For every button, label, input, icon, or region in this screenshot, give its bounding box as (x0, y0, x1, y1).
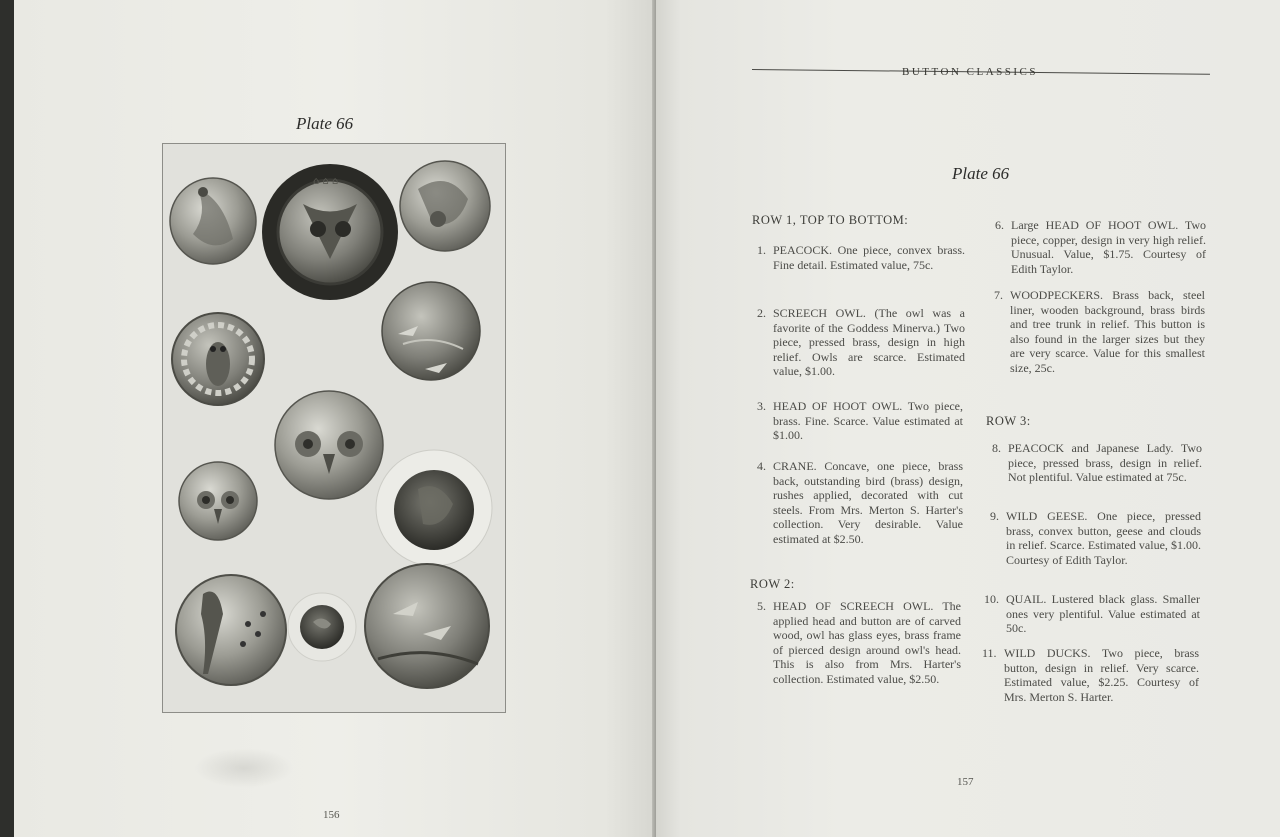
entry-1: 1. PEACOCK. One piece, convex brass. Fine detail. Estimated value, 75c. (757, 243, 965, 272)
plate-photograph (162, 143, 506, 713)
button-owl-wreath (172, 313, 264, 405)
plate-title-right: Plate 66 (952, 164, 1010, 183)
page-number-right: 157 (957, 776, 974, 788)
entry-4: 4. CRANE. Concave, one piece, brass back, outstanding bird (brass) design, rushes applied, decorated with cut steels. From Mrs. Merton S. Harter's collection. Very desirable. Value estimated at $2.50. (757, 459, 963, 546)
buttons-plate-image (163, 144, 505, 712)
page-smudge (194, 748, 294, 788)
row-3-heading: ROW 3: (986, 414, 1031, 428)
button-woodpeckers (376, 450, 492, 566)
right-page (656, 0, 1280, 837)
entry-2: 2. SCREECH OWL. (The owl was a favorite of the Goddess Minerva.) Two piece, pressed brass, design in high relief. Owls are scarce. Estimated value, $1.00. (757, 306, 965, 378)
button-wild-ducks (365, 564, 489, 688)
button-quail (288, 593, 356, 661)
entry-7: 7. WOODPECKERS. Brass back, steel liner, wooden background, brass birds and tree trunk in relief. This button is also found in the larger sizes but they are very scarce. Value for this smallest size, 25c. (994, 288, 1205, 375)
left-page (14, 0, 656, 837)
entry-3: 3. HEAD OF HOOT OWL. Two piece, brass. Fine. Scarce. Value estimated at $1.00. (757, 399, 963, 442)
button-screech-owl (262, 164, 398, 300)
row-1-heading: ROW 1, TOP TO BOTTOM: (752, 213, 909, 227)
plate-title-left: Plate 66 (296, 114, 354, 133)
entry-5: 5. HEAD OF SCREECH OWL. The applied head and button are of carved wood, owl has glass eyes, brass frame of pierced design around owl's head. This is also from Mrs. Harter's collection. Estimated value, $2.50. (757, 599, 961, 686)
entry-8: 8. PEACOCK and Japanese Lady. Two piece, pressed brass, design in relief. Not plentiful. Value estimated at 75c. (992, 441, 1202, 484)
button-hoot-owl-large (275, 391, 383, 499)
entry-10: 10. QUAIL. Lustered black glass. Smaller ones very plentiful. Value estimated at 50c. (984, 592, 1200, 635)
row-2-heading: ROW 2: (750, 577, 795, 591)
running-head: BUTTON CLASSICS (902, 66, 1039, 78)
button-crane (176, 575, 286, 685)
page-number-left: 156 (323, 809, 340, 821)
entry-11: 11. WILD DUCKS. Two piece, brass button, design in relief. Very scarce. Estimated value, $2.25. Courtesy of Mrs. Merton S. Harter. (982, 646, 1199, 704)
entry-6: 6. Large HEAD OF HOOT OWL. Two piece, copper, design in very high relief. Unusual. Value, $1.75. Courtesy of Edith Taylor. (995, 218, 1206, 276)
svg-text:⌂ ⌂ ⌂: ⌂ ⌂ ⌂ (313, 176, 339, 187)
entry-9: 9. WILD GEESE. One piece, pressed brass, convex button, geese and clouds in relief. Scarce. Estimated value, $1.00. Courtesy of Edith Taylor. (990, 509, 1201, 567)
button-peacock (170, 178, 256, 264)
button-wild-geese (382, 282, 480, 380)
button-hoot-owl-small (179, 462, 257, 540)
button-peacock-small (400, 161, 490, 251)
